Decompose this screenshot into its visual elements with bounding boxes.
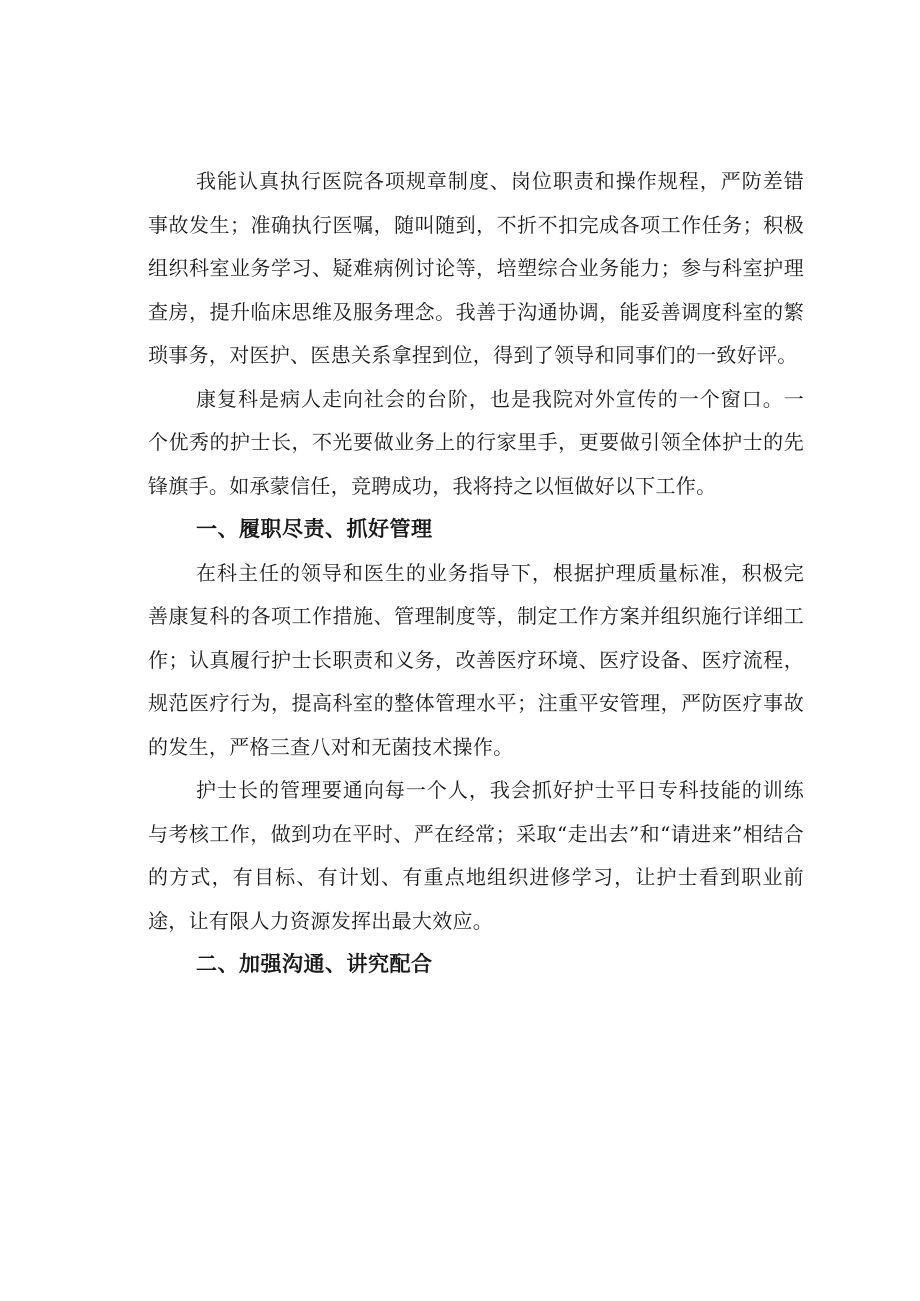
paragraph-management-1: 在科主任的领导和医生的业务指导下，根据护理质量标准，积极完善康复科的各项工作措施、管理制度等，制定工作方案并组织施行详细工作；认真履行护士长职责和义务，改善医疗环境、医疗设备、医疗流程，规范医疗行为，提高科室的整体管理水平；注重平安管理，严防医疗事故的发生，严格三查八对和无菌技术操作。 (148, 560, 804, 759)
section-heading-2: 二、加强沟通、讲究配合 (196, 952, 433, 976)
section-heading-1: 一、履职尽责、抓好管理 (196, 517, 433, 541)
paragraph-self-introduction: 我能认真执行医院各项规章制度、岗位职责和操作规程，严防差错事故发生；准确执行医嘱，随叫随到，不折不扣完成各项工作任务；积极组织科室业务学习、疑难病例讨论等，培塑综合业务能力；参与科室护理查房，提升临床思维及服务理念。我善于沟通协调，能妥善调度科室的繁琐事务，对医护、医患关系拿捏到位，得到了领导和同事们的一致好评。 (148, 169, 804, 367)
document-body (148, 160, 804, 987)
paragraph-management-2: 护士长的管理要通向每一个人，我会抓好护士平日专科技能的训练与考核工作，做到功在平时、严在经常；采取“走出去”和“请进来”相结合的方式，有目标、有计划、有重点地组织进修学习，让护士看到职业前途，让有限人力资源发挥出最大效应。 (148, 778, 804, 933)
paragraph-department-intro: 康复科是病人走向社会的台阶，也是我院对外宣传的一个窗口。一个优秀的护士长，不光要做业务上的行家里手，更要做引领全体护士的先锋旗手。如承蒙信任，竞聘成功，我将持之以恒做好以下工作。 (148, 386, 804, 498)
